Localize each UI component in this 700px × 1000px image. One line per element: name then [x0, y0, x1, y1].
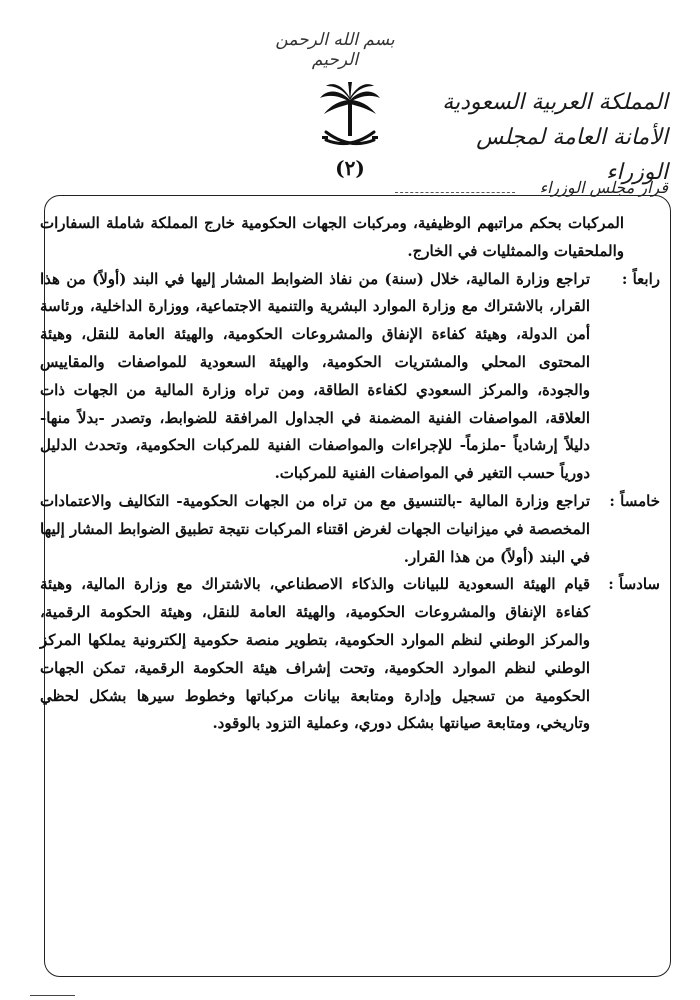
ministry-line-1: المملكة العربية السعودية: [442, 90, 668, 115]
clause-text: تراجع وزارة المالية -بالتنسيق مع من تراه من الجهات الحكومية- التكاليف والاعتمادات المخصصة في ميزانيات الجهات لغرض اقتناء المركبات نتيجة تطبيق الضوابط المشار إليها في البند (أولاً) من هذا القرار.: [40, 491, 590, 566]
clause-fifth: [40, 488, 660, 571]
document-body: [40, 210, 660, 738]
clause-label: رابعاً :: [621, 269, 660, 288]
clause-label: خامساً :: [609, 491, 660, 510]
ministry-name: [428, 85, 668, 190]
decorative-divider: [395, 192, 515, 193]
letterhead: [0, 0, 700, 200]
ministry-line-2: الأمانة العامة لمجلس الوزراء: [476, 125, 668, 185]
clause-text: قيام الهيئة السعودية للبيانات والذكاء الاصطناعي، بالاشتراك مع وزارة المالية، وهيئة كفاءة الإنفاق والمشروعات الحكومية، والهيئة العامة للنقل، وهيئة الحكومة الرقمية، والمركز الوطني لنظم الموارد الحكومية، بتطوير منصة حكومية إلكترونية يملكها المركز الوطني لنظم الموارد الحكومية، وتحت إشراف هيئة الحكومة الرقمية، تمكن الجهات الحكومية من تسجيل وإدارة ومتابعة بيانات مركباتها وخطوط سيرها بشكل لحظي وتاريخي، ومتابعة صيانتها بشكل دوري، وعملية التزود بالوقود.: [40, 575, 590, 733]
saudi-emblem-icon: [318, 80, 382, 158]
decision-label: قرار مجلس الوزراء: [539, 178, 668, 197]
footer-rule: [30, 995, 75, 996]
clause-text: تراجع وزارة المالية، خلال (سنة) من نفاذ الضوابط المشار إليها في البند (أولاً) من هذا القرار، بالاشتراك مع وزارة الموارد البشرية والتنمية الاجتماعية، ووزارة الداخلية، ورئاسة أمن الدولة، وهيئة كفاءة الإنفاق والمشروعات الحكومية، والهيئة العامة للنقل، وهيئة المحتوى المحلي والمشتريات الحكومية، والهيئة السعودية للمواصفات والمقاييس والجودة، والمركز السعودي لكفاءة الطاقة، ومن تراه وزارة المالية من الجهات ذات العلاقة، المواصفات الفنية المضمنة في الجداول المرافقة للضوابط، وتصدر -بدلاً منها- دليلاً إرشادياً -ملزماً- للإجراءات والمواصفات الفنية للمركبات الحكومية، وتحدث الدليل دورياً حسب التغير في المواصفات الفنية للمركبات.: [40, 269, 590, 483]
continuation-paragraph: المركبات بحكم مراتبهم الوظيفية، ومركبات الجهات الحكومية خارج المملكة شاملة السفارات والملحقيات والممثليات في الخارج.: [40, 214, 624, 260]
clause-label: سادساً :: [608, 575, 660, 594]
clause-sixth: [40, 571, 660, 738]
clause-fourth: [40, 266, 660, 488]
page-number: (٢): [335, 156, 365, 180]
basmala: بسم الله الرحمن الرحيم: [275, 30, 395, 70]
